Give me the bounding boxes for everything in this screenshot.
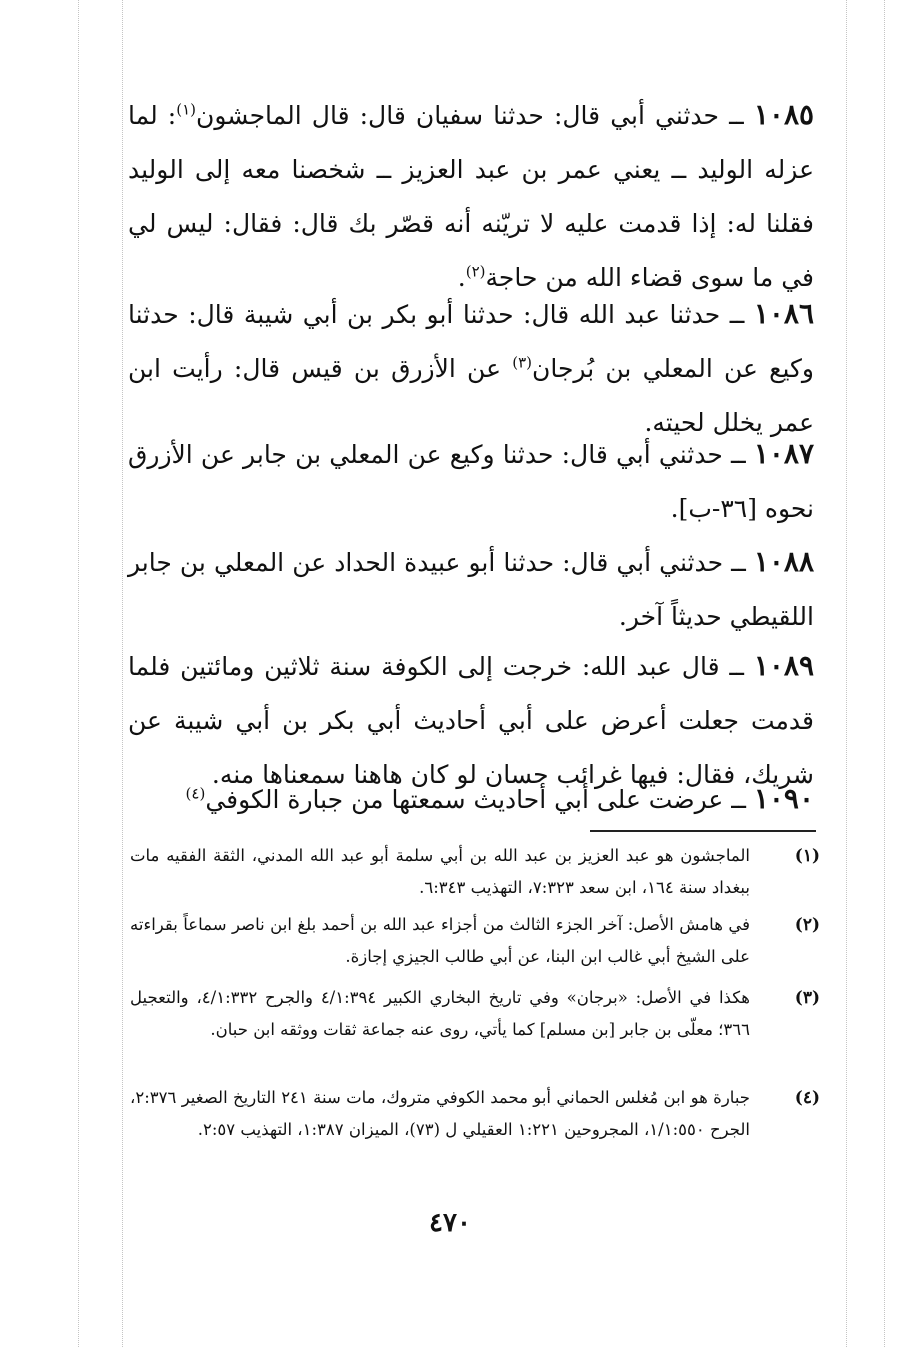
scan-guide-line (122, 0, 123, 1347)
entry-number: ١٠٨٥ (753, 98, 815, 131)
footnote-marker: (١) (794, 846, 820, 866)
hadith-entry-1087 (128, 427, 814, 536)
footnote-text: في هامش الأصل: آخر الجزء الثالث من أجزاء عبد الله بن أحمد بلغ ابن ناصر سماعاً بقراءته على الشيخ أبي غالب ابن البنا، عن أبي طالب الجيزي إجازة. (130, 915, 750, 966)
hadith-entry-1088 (128, 535, 814, 644)
hadith-entry-1085 (128, 88, 814, 305)
entry-text: ــ حدثنا عبد الله قال: حدثنا أبو بكر بن أبي شيبة قال: حدثنا وكيع عن المعلي بن بُرجان (128, 300, 814, 383)
entry-number: ١٠٨٦ (753, 297, 814, 330)
hadith-entry-1086 (128, 287, 814, 450)
footnote-marker: (٢) (794, 915, 820, 935)
footnote-text: هكذا في الأصل: «برجان» وفي تاريخ البخاري الكبير ٤/١:٣٩٤ والجرح ٤/١:٣٣٢، والتعجيل ٣٦٦؛ معلّى بن جابر [بن مسلم] كما يأتي، روى عنه جماعة ثقات ووثقه ابن حبان. (130, 988, 751, 1039)
footnote-ref[interactable]: (٢) (465, 262, 486, 281)
entry-number: ١٠٨٨ (753, 545, 814, 578)
entry-text: ــ عرضت على أبي أحاديث سمعتها من جبارة الكوفي (205, 785, 754, 814)
footnote-marker: (٤) (794, 1088, 820, 1108)
entry-number: ١٠٨٧ (753, 437, 814, 470)
scan-guide-line (846, 0, 847, 1347)
entry-text: ــ حدثني أبي قال: حدثنا سفيان قال: قال الماجشون (196, 101, 754, 130)
scan-guide-line (884, 0, 885, 1347)
entry-text: ــ حدثني أبي قال: حدثنا أبو عبيدة الحداد عن المعلي بن جابر اللقيطي حديثاً آخر. (128, 548, 814, 631)
footnote-separator (590, 830, 816, 832)
entry-number: ١٠٩٠ (753, 782, 814, 815)
entry-text: عن الأزرق بن قيس قال: رأيت ابن عمر يخلل لحيته. (128, 354, 814, 437)
footnote-text: الماجشون هو عبد العزيز بن عبد الله بن أبي سلمة أبو عبد الله المدني، الثقة الفقيه مات ببغداد سنة ١٦٤، ابن سعد ٧:٣٢٣، التهذيب ٦:٣٤٣. (130, 846, 750, 897)
footnote-marker: (٣) (794, 988, 820, 1008)
scan-guide-line (78, 0, 79, 1347)
entry-text: ــ قال عبد الله: خرجت إلى الكوفة سنة ثلاثين ومائتين فلما قدمت جعلت أعرض على أبي أحاديث أبي بكر بن أبي شيبة عن شريك، فقال: فيها غرائب حسان لو كان هاهنا سمعناها منه. (128, 652, 814, 789)
page-number: ٤٧٠ (429, 1208, 471, 1238)
entry-text: ــ حدثني أبي قال: حدثنا وكيع عن المعلي بن جابر عن الأزرق نحوه [٣٦-ب]. (128, 440, 814, 523)
entry-text-end: . (457, 263, 466, 292)
entry-text: : لما عزله الوليد ــ يعني عمر بن عبد العزيز ــ شخصنا معه إلى الوليد فقلنا له: إذا قدمت عليه لا تريّنه أنه قصّر بك قال: فقال: ليس لي في ما سوى قضاء الله من حاجة (128, 101, 814, 292)
footnote-text: جبارة هو ابن مُغلس الحماني أبو محمد الكوفي متروك، مات سنة ٢٤١ التاريخ الصغير ٢:٣٧٦، الجرح ١/١:٥٥٠، المجروحين ١:٢٢١ العقيلي ل (٧٣)، الميزان ١:٣٨٧، التهذيب ٢:٥٧. (130, 1088, 750, 1139)
entry-number: ١٠٨٩ (753, 649, 814, 682)
footnote-ref[interactable]: (٣) (512, 353, 532, 372)
hadith-entry-1090 (128, 772, 814, 827)
footnote-ref[interactable]: (١) (176, 100, 197, 119)
footnote-ref[interactable]: (٤) (185, 784, 206, 803)
